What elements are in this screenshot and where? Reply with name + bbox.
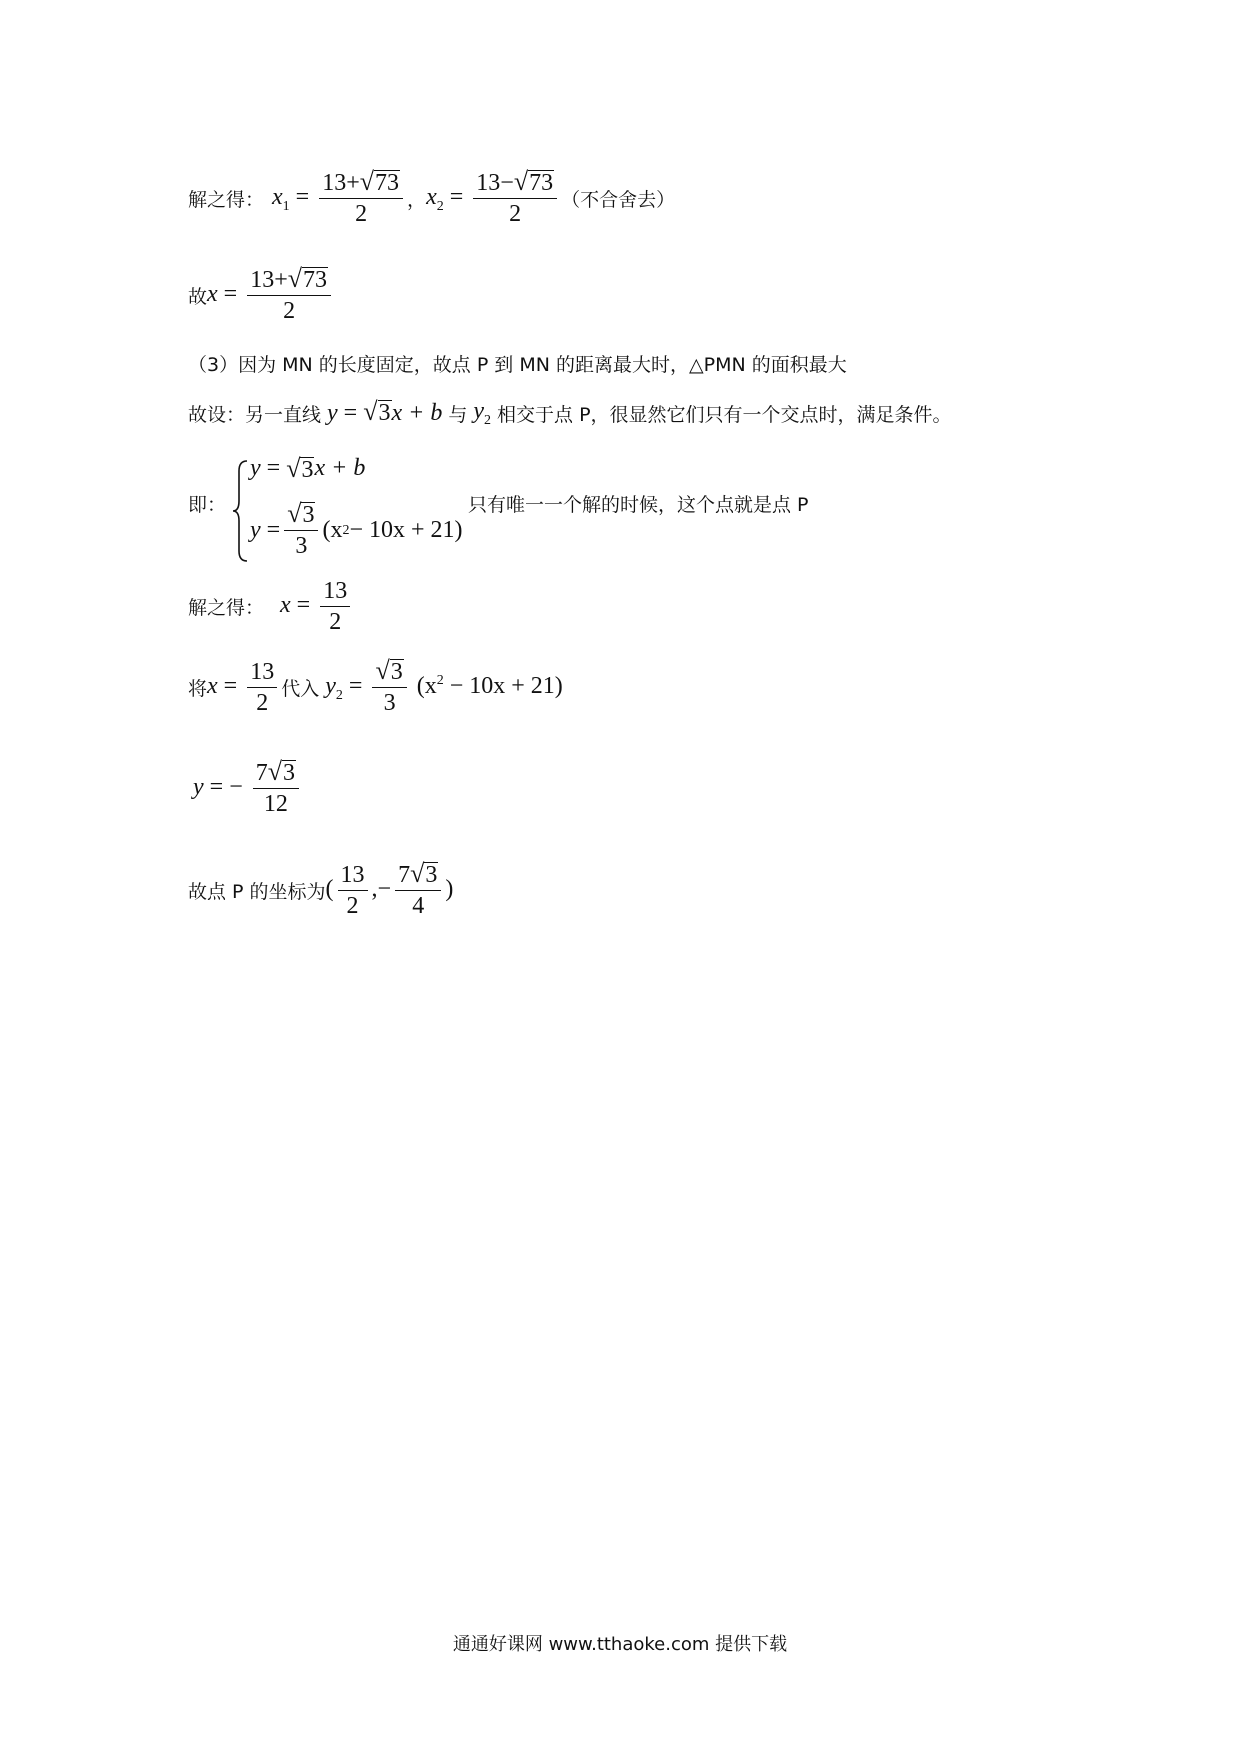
exponent: 2	[342, 522, 350, 538]
part3-text: （3）因为 MN 的长度固定，故点 P 到 MN 的距离最大时，△PMN 的面积最大	[188, 354, 847, 376]
radicand: 3	[378, 400, 391, 427]
therefore-label: 故	[188, 286, 208, 308]
y-var: y	[250, 517, 261, 543]
poly-rest: − 10x + 21)	[443, 673, 563, 700]
y2-var: y	[473, 398, 485, 424]
substitute-label: 将	[188, 678, 208, 700]
open-paren: (	[325, 876, 334, 903]
y2-subscript: 2	[484, 412, 492, 428]
x2-op: −	[500, 170, 514, 196]
coef-fraction	[284, 500, 318, 561]
equation-tail: x + b	[314, 455, 366, 481]
x-fraction	[247, 265, 331, 326]
x-fraction	[320, 576, 350, 637]
x-var: x	[280, 592, 291, 619]
radicand: 3	[390, 659, 403, 685]
assumption-line	[188, 398, 952, 429]
system-equation-1: y = √ 3 x + b	[250, 453, 366, 483]
sqrt-symbol: √ 3	[286, 453, 314, 483]
sqrt-symbol: √ 3	[410, 859, 438, 888]
x-value: x = $\frac{13}{2}$	[207, 657, 281, 718]
denominator: 2	[346, 893, 359, 919]
point-coordinates	[326, 860, 454, 921]
exponent: 2	[436, 673, 444, 689]
conclusion-label: 故点 P 的坐标为	[188, 881, 326, 903]
x2-num-int: 13	[476, 170, 501, 196]
y-value: y = − 7 √ 3 12	[193, 758, 303, 819]
sqrt-symbol: √ 3	[363, 397, 391, 427]
radicand: 3	[301, 456, 314, 483]
numerator: 13	[338, 860, 368, 891]
comma: ，	[407, 189, 427, 211]
assumption-text: 相交于点 P，很显然它们只有一个交点时，满足条件。	[497, 403, 952, 426]
x-var: x	[207, 673, 218, 700]
system-label	[188, 490, 226, 517]
sqrt-symbol: √ 73	[513, 167, 554, 196]
y-fraction	[253, 758, 299, 819]
page-footer: 通通好课网 www.tthaoke.com 提供下载	[452, 1634, 788, 1655]
namely-label: 即：	[188, 494, 227, 516]
comma: ,	[371, 876, 378, 903]
x1-var: x	[272, 184, 283, 211]
minus-sign: −	[377, 876, 392, 903]
radicand: 3	[283, 760, 296, 786]
numerator: 13	[247, 657, 277, 688]
sqrt-symbol: √ 3	[287, 499, 315, 528]
solve-label: 解之得：	[188, 189, 265, 211]
op: +	[274, 267, 288, 293]
solution-line-6	[188, 576, 354, 637]
y-var: y	[327, 400, 338, 427]
x-var: x	[207, 281, 218, 308]
x-expression: x = 13+ √ 73 2	[207, 265, 335, 326]
denominator: 2	[283, 298, 296, 324]
sqrt-symbol: √ 73	[287, 264, 328, 293]
equation-tail: x + b	[391, 400, 443, 427]
unique-solution-text: 只有唯一一个解的时候，这个点就是点 P	[468, 494, 809, 516]
x1-expression: $x_1$ = 13+ √ 73 2	[272, 168, 407, 229]
denominator: 3	[383, 690, 396, 716]
x2-subscript: 2	[436, 198, 444, 214]
x2-denominator: 2	[509, 201, 522, 227]
y2-symbol	[473, 398, 491, 429]
x1-op: +	[346, 170, 360, 196]
x1-radicand: 73	[375, 170, 400, 196]
poly-open: (x	[416, 673, 437, 700]
x1-num-int: 13	[322, 170, 347, 196]
solve-label: 解之得：	[188, 597, 265, 619]
solution-line-2	[188, 265, 335, 326]
x-fraction	[247, 657, 277, 718]
x1-subscript: 1	[282, 198, 290, 214]
assume-label: 故设：另一直线	[188, 403, 322, 426]
denominator: 3	[295, 533, 308, 559]
y-var: y	[250, 455, 261, 481]
denominator: 2	[329, 609, 342, 635]
poly-open: (x	[322, 517, 343, 543]
denominator: 4	[412, 893, 425, 919]
y-value-line	[193, 758, 303, 819]
sqrt-symbol: √ 3	[375, 656, 403, 685]
radicand: 3	[425, 862, 438, 888]
system-note	[468, 490, 809, 517]
system-equation-2: y = √ 3 3 (x 2 − 10x + 21)	[250, 499, 463, 559]
y-coordinate	[395, 860, 441, 921]
x2-expression: $x_2$ = 13− √ 73 2	[426, 168, 561, 229]
y2-subscript: 2	[335, 687, 343, 703]
close-paren: )	[445, 876, 454, 903]
y2-var: y	[325, 673, 336, 700]
x2-var: x	[426, 184, 437, 211]
with-text: 与	[448, 403, 468, 426]
solution-line-1	[188, 168, 675, 229]
left-brace-icon	[231, 459, 251, 563]
minus-sign: −	[229, 774, 243, 801]
sqrt-symbol: √ 3	[267, 757, 296, 786]
rejected-note: （不合舍去）	[561, 189, 676, 211]
x-value: x = $\frac{13}{2}$	[280, 576, 354, 637]
conclusion-line	[188, 860, 453, 921]
y-var: y	[193, 774, 204, 801]
x1-fraction	[319, 168, 403, 229]
radicand: 73	[303, 267, 328, 293]
part3-statement	[188, 350, 847, 377]
radicand: 3	[302, 502, 315, 528]
sqrt-symbol: √ 73	[359, 167, 400, 196]
poly-rest: − 10x + 21)	[349, 517, 463, 543]
num-int: 7	[398, 862, 411, 888]
x2-radicand: 73	[529, 170, 554, 196]
num-int: 7	[255, 760, 268, 786]
substitution-line	[188, 657, 563, 718]
denominator: 2	[256, 690, 269, 716]
y2-function: $y_2$ = √ 3 3 $(x^2 - 10x + 21)$	[325, 656, 563, 716]
coef-fraction	[372, 657, 406, 718]
x1-denominator: 2	[355, 201, 368, 227]
x2-fraction	[473, 168, 557, 229]
into-text: 代入	[281, 678, 320, 700]
line-equation: y = √ 3 x + b	[327, 397, 443, 427]
denominator: 12	[263, 791, 288, 817]
x-coordinate	[338, 860, 368, 921]
numerator: 13	[320, 576, 350, 607]
num-int: 13	[250, 267, 275, 293]
